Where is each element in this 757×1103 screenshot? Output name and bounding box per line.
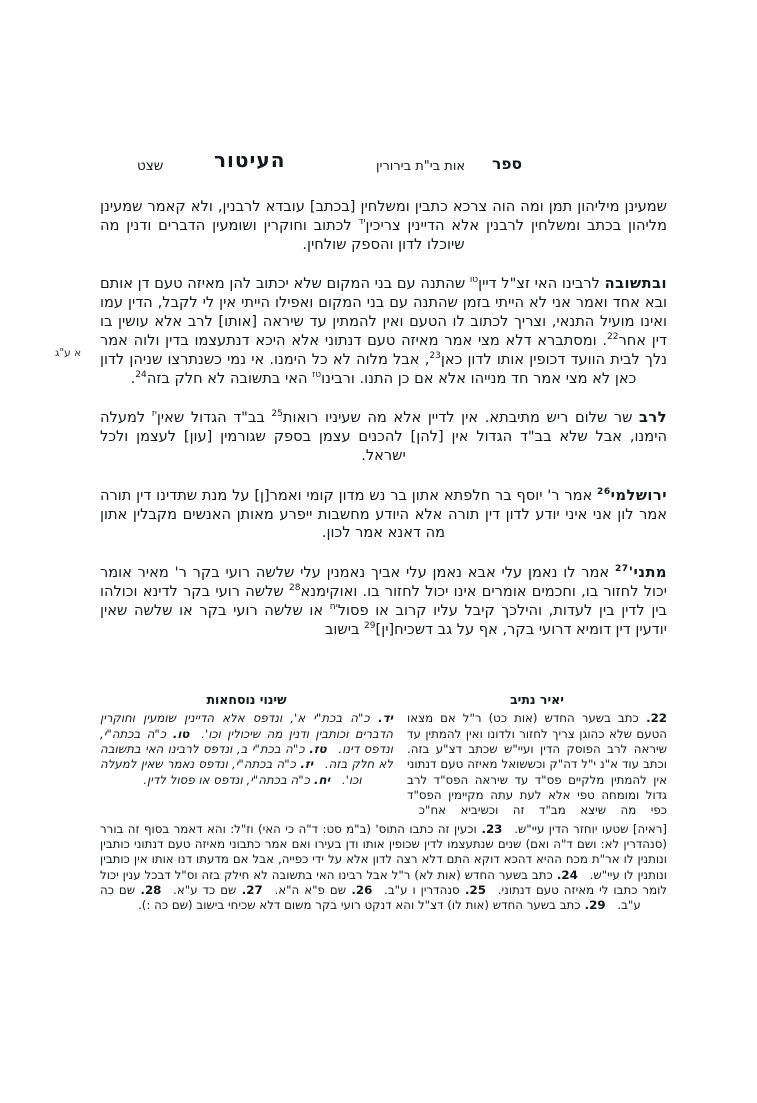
shinui-nuschaot-header: שינוי נוסחאות <box>206 692 287 707</box>
main-text-block <box>100 198 667 660</box>
header-book-title: העיטור <box>214 148 286 172</box>
shinui-nuschaot-notes: יד. כ"ה בכת"י א', ונדפס אלא הדיינין שומעין וחוקרין הדברים וכותבין ודנין מה שיכולין וכו'. טו. כ"ה בכתה"י, ונדפס דינו. טז. כ"ה בכת"י ב, ונדפס לרבינו האי בתשובה לא חלק בזה. יז. כ"ה בכתה"י, ונדפס נאמר שאין למעלה וכו'. יח. כ"ה בכתה"י, ונדפס או פסול לדין. <box>100 711 394 787</box>
paragraph-text: אמר ר' יוסף בר חלפתא אתון בר נש מדון קומי ואמר[ן] על מנת שתדינו דין תורה אמר לון אני איני יודע לדון דין תורה אלא היודע מחשבות ייפרע מאותן האנשים מקבלין אתון מה דאנא אמר לכון. <box>100 486 667 542</box>
margin-daf-reference: א ע"ג <box>55 347 82 359</box>
paragraph-lead: $מתני'^{27}$ <box>614 564 667 582</box>
header-page-number: שצט <box>137 158 164 174</box>
paragraph-lead: ירושלמי$^{26}$ <box>597 486 667 504</box>
body-paragraph <box>100 487 667 543</box>
paragraph-text: לרבינו האי זצ"ל דיין$^{טו}$ שהתנה עם בני המקום שלא יכתוב להן מאיזה טעם דן אותם ובא אחד ואמר אני לא הייתי בזמן שהתנה עם בני המקום ואפילו הייתי אין לי לקבל, הדין עמו ואינו מועיל התנאי, וצריך לכתוב לו הטעם ואין להמתין עד שיראה [אותו] לרב אלא עושין בו דין אחר$^{22}$. ומסתברא דלא מצי אמר מאיזה טעם דנתוני אלא היכא דנתעצמו בדין ולוה אמר נלך לבית הוועד דכופין אותו לדון כאן$^{23}$, אבל מלוה לא כל הימנו. אי נמי כשנתרצו שניהן לדון כאן לא מצי אמר חד מנייהו אלא אם כן התנו. ורבינו$^{טז}$ האי בתשובה לא חלק בזה$^{24}$. <box>100 275 667 387</box>
shinui-nuschaot-column <box>100 692 393 788</box>
paragraph-lead: ובתשובה <box>604 275 667 293</box>
paragraph-text: שמעינן מיליהון תמן ומה הוה צרכא כתבין ומשלחין [בכתב] עובדא לרבנין, ולא קאמר שמעינן מליהון בכתב ומשלחין לרבנין אלא הדיינין צריכין$^{יד}$ לכתוב וחוקרין ושומעין הדברים ודנין מה שיוכלו לדון והספק שולחין. <box>100 198 668 253</box>
footnote-continuation: [ראיה] שטעו יוחזר הדין עיי"ש. 23. וכעין זה כתבו התוס' (ב"מ סט: ד"ה כי האי) וז"ל: והא דאמר בסוף זה בורר (סנהדרין לא: ושם ד"ה ואם) שנים שנתעצמו לדין שכופין אותו ודן בעירו ואם אמר כתבוני מאיזה טעם דנתוני כותבין ונותנין לו אר"ת מכח ההיא דהכא דוקא התם דלא רצה לדון אלא על ידי כפייה, אבל אם מדעתו דנו אותו אין כותבין ונותנין לו עיי"ש. 24. כתב בשער החדש (אות לא) ר"ל אבל רבינו האי בתשובה לא חילק בזה וס"ל דבכל ענין יכול לומר כתבו לי מאיזה טעם דנתוני. 25. סנהדרין ו ע"ב. 26. שם פ"א ה"א. 27. שם כד ע"א. 28. שם כה ע"ב. 29. כתב בשער החדש (אות לו) דצ"ל והא דנקט רועי בקר משום דלא שכיחי בישוב (שם כה :). <box>100 821 668 913</box>
paragraph-lead: לרב <box>639 409 668 427</box>
yair-nativ-notes: 22. כתב בשער החדש (אות כט) ר"ל אם מצאו הטעם שלא כהוגן צריך לחזור ולדונו ואין להמתין עד שיראה לרב הפוסק הדין ועיי"ש שכתב דצ"ע בזה. וכתב עוד א"נ י"ל דה"ק וכששואל מאיזה טעם דנתוני אין להמתין מלקיים פס"ד עד שיראה הפס"ד לרב גדול ומומחה טפי אלא לעת עתה מקיימין הפס"ד כפי מה שיצא מב"ד זה וכשיביא אח"כ <box>407 711 668 818</box>
body-paragraph <box>100 409 667 465</box>
body-paragraph <box>100 564 667 639</box>
footnote-apparatus <box>100 692 667 914</box>
body-paragraph <box>100 275 667 388</box>
footnote-columns <box>100 692 667 819</box>
body-paragraph <box>100 198 667 254</box>
yair-nativ-column <box>407 692 667 819</box>
header-section-name: אות בי"ת בירורין <box>376 159 466 174</box>
header-book-word: ספר <box>492 155 523 173</box>
yair-nativ-header: יאיר נתיב <box>510 692 564 707</box>
paragraph-text: אמר לו נאמן עלי אבא נאמן עלי אביך נאמנין עלי שלשה רועי בקר ר' מאיר אומר יכול לחזור בו, וחכמים אומרים אינו יכול לחזור בו. ואוקימנא$^{28}$ שלשה רועי בקר לדינא וכולהו בין לדין בין לעדות, והילכך קיבל עליו קרוב או פסול$^{יח}$ או שלשה רועי בקר או שלשה שאין יודעין דין דומיא דרועי בקר, אף על גב דשכיח[ין]$^{29}$ בישוב <box>100 564 668 638</box>
paragraph-text: שר שלום ריש מתיבתא. אין לדיין אלא מה שעיניו רואות$^{25}$ בב"ד הגדול שאין$^{יז}$ למעלה הימנו, אבל שלא בב"ד הגדול אין [להן] להכנים עצמן בספק שגורמין [עון] לעצמן ולכל ישראל. <box>100 409 667 464</box>
